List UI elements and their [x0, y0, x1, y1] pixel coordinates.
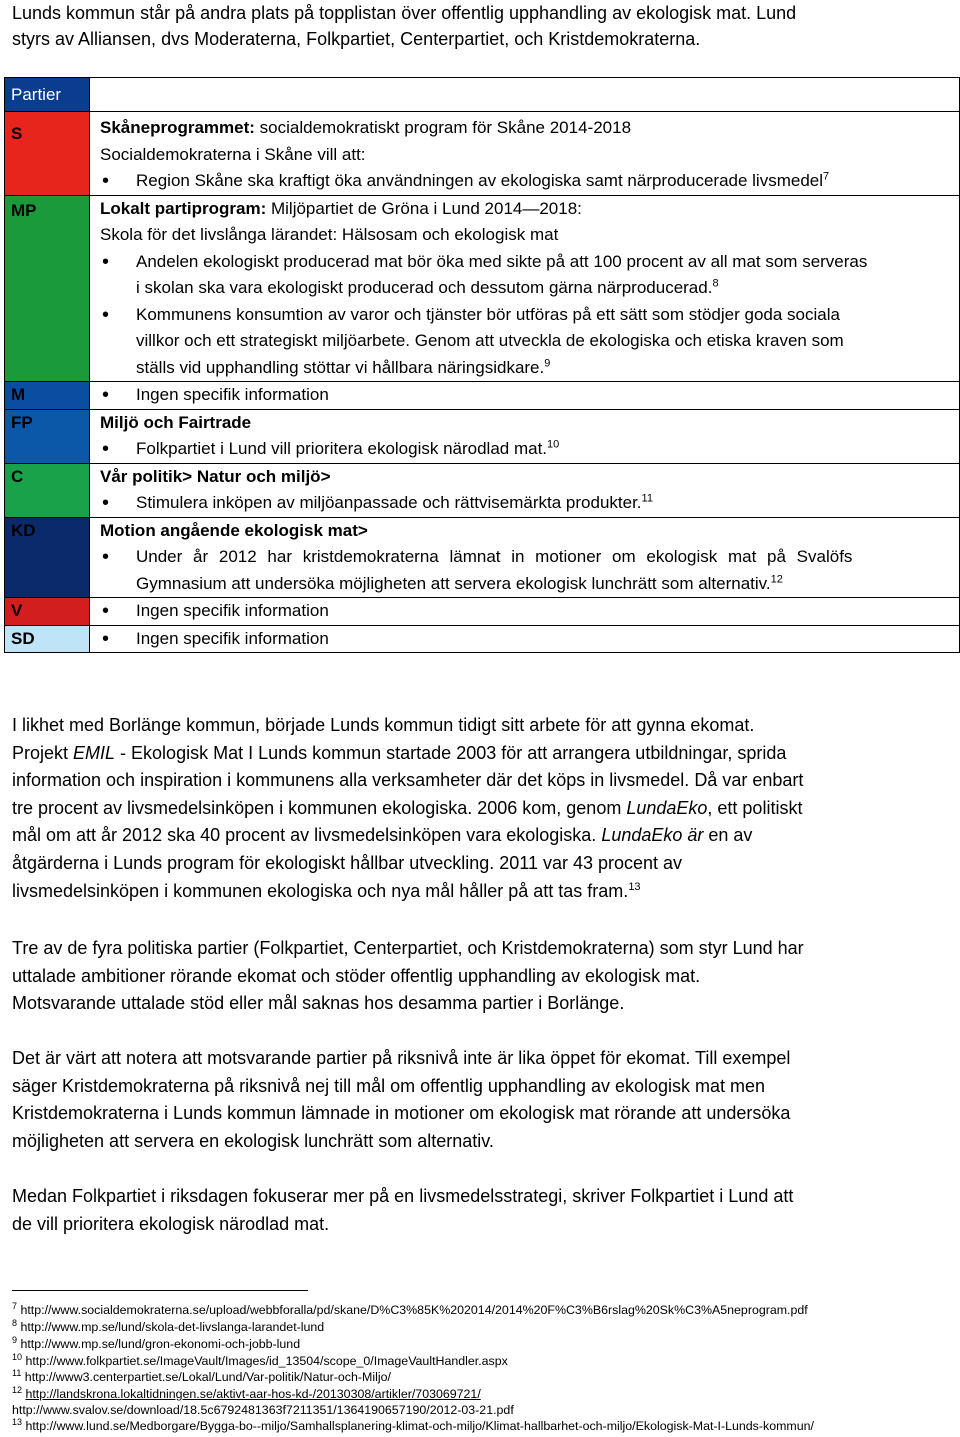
bullet-text — [136, 571, 953, 598]
list-item: • Ingen specifik information — [100, 626, 953, 653]
paragraph-line: möjligheten att servera en ekologisk lunchrätt som alternativ. — [12, 1130, 494, 1151]
party-label-sd: SD — [5, 625, 90, 653]
bullet-text: • Kommunens konsumtion av varor och tjänster bör utföras på ett sätt som stödjer goda sociala — [136, 304, 840, 324]
footnote-number: 7 — [12, 1300, 18, 1311]
party-content-mp — [90, 195, 960, 382]
footnote-number: 8 — [12, 1317, 18, 1328]
footnote-ref: 12 — [770, 572, 783, 585]
text-part: tre procent av livsmedelsinköpen i kommunen ekologiska. 2006 kom, genom — [12, 797, 627, 818]
bullet-text: Stimulera inköpen av miljöanpassade och rättvisemärkta produkter. — [136, 493, 642, 512]
footnote[interactable] — [12, 1336, 960, 1352]
party-content-m — [90, 382, 960, 410]
party-label-mp: MP — [5, 195, 90, 382]
party-row-fp — [5, 409, 960, 463]
footnote-ref: 13 — [628, 880, 641, 893]
program-title: Motion angående ekologisk mat> — [100, 520, 368, 540]
footnote[interactable] — [12, 1418, 960, 1434]
list-item — [100, 249, 953, 302]
footnote-link[interactable]: http://www.folkpartiet.se/ImageVault/Images/id_13504/scope_0/ImageVaultHandler.aspx — [25, 1354, 508, 1368]
footnote[interactable] — [12, 1386, 960, 1402]
party-content-kd — [90, 517, 960, 598]
intro-paragraph — [12, 0, 952, 52]
party-table — [4, 77, 960, 653]
text-italic: LundaEko — [626, 797, 708, 818]
party-content-sd — [90, 625, 960, 653]
program-title — [100, 115, 953, 142]
party-row-c — [5, 463, 960, 517]
list-item: • Ingen specifik information — [100, 598, 953, 625]
party-label-c: C — [5, 463, 90, 517]
paragraph-line — [12, 878, 952, 906]
footnote-link[interactable]: http://www3.centerpartiet.se/Lokal/Lund/Var-politik/Natur-och-Miljo/ — [24, 1370, 391, 1384]
party-content-fp — [90, 409, 960, 463]
bullet-text-part: ställs vid upphandling stöttar vi hållbara näringsidkare. — [136, 357, 545, 377]
party-content-c — [90, 463, 960, 517]
program-title: Miljö och Fairtrade — [100, 412, 252, 432]
list-item — [100, 436, 953, 463]
paragraph-line: uttalade ambitioner rörande ekomat och stöder offentlig upphandling av ekologisk mat. — [12, 965, 701, 986]
list-item — [100, 544, 953, 597]
paragraph-line — [12, 740, 952, 768]
paragraph-parties — [12, 935, 952, 1018]
footnote-divider — [12, 1290, 308, 1291]
paragraph-line: Det är värt att notera att motsvarande partier på riksnivå inte är lika öppet för ekomat. Till exempel — [12, 1048, 791, 1068]
paragraph-line: Kristdemokraterna i Lunds kommun lämnade in motioner om ekologisk mat rörande att undersöka — [12, 1103, 791, 1124]
text-italic: EMIL — [73, 742, 116, 763]
party-label-kd: KD — [5, 517, 90, 598]
program-title: Vår politik> Natur och miljö> — [100, 466, 331, 486]
text-part: - Ekologisk Mat I Lunds kommun startade 2003 för att arrangera utbildningar, sprida — [115, 742, 787, 763]
footnote-number: 11 — [12, 1367, 22, 1378]
footnote-number: 12 — [12, 1384, 23, 1395]
paragraph-line — [12, 795, 952, 823]
footnote-number: 9 — [12, 1334, 18, 1345]
footnote-link[interactable]: http://www.svalov.se/download/18.5c6792481363f7211351/1364190657190/2012-03-21.pdf — [12, 1403, 514, 1417]
footnote-ref: 9 — [544, 356, 551, 369]
footnote-ref: 11 — [641, 492, 653, 505]
party-label-v: V — [5, 598, 90, 626]
footnote-number: 13 — [12, 1416, 23, 1427]
paragraph-lund-history — [12, 712, 952, 905]
bullet-text-part: i skolan ska vara ekologiskt producerad och dessutom gärna närproducerad. — [136, 278, 713, 297]
text-italic: LundaEko är — [601, 825, 704, 846]
table-header-row — [5, 78, 960, 112]
header-empty-cell — [90, 78, 960, 112]
program-title-rest: Miljöpartiet de Gröna i Lund 2014—2018: — [266, 198, 582, 218]
list-item — [100, 490, 953, 517]
footnote-number: 10 — [12, 1351, 23, 1362]
bullet-text: • Andelen ekologiskt producerad mat bör öka med sikte på att 100 procent av all mat som serveras — [136, 251, 868, 271]
footnote-link[interactable]: http://www.mp.se/lund/gron-ekonomi-och-jobb-lund — [20, 1337, 301, 1351]
party-label-fp: FP — [5, 409, 90, 463]
bullet-text — [136, 275, 953, 302]
paragraph-line: de vill prioritera ekologisk närodlad mat. — [12, 1213, 330, 1234]
party-row-s — [5, 112, 960, 196]
party-row-m — [5, 382, 960, 410]
paragraph-line: åtgärderna i Lunds program för ekologiskt hållbar utveckling. 2011 var 43 procent av — [12, 852, 683, 873]
footnote-link[interactable]: http://www.lund.se/Medborgare/Bygga-bo--miljo/Samhallsplanering-klimat-och-miljo/Klimat-hallbarhet-och-miljo/Ekologisk-Mat-I-Lunds-kommun/ — [25, 1419, 814, 1433]
footnote[interactable] — [12, 1319, 960, 1335]
paragraph-line: säger Kristdemokraterna på riksnivå nej till mål om offentlig upphandling av ekologisk mat men — [12, 1075, 766, 1096]
party-content-v — [90, 598, 960, 626]
party-label-m: M — [5, 382, 90, 410]
footnote-link[interactable]: http://www.socialdemokraterna.se/upload/webbforalla/pd/skane/D%C3%85K%202014/2014%20F%C3%B6rslag%20Sk%C3%A5neprogram.pdf — [20, 1303, 808, 1317]
footnote[interactable] — [12, 1369, 960, 1385]
party-row-kd — [5, 517, 960, 598]
footnote-ref: 8 — [712, 277, 719, 290]
text-part: mål om att år 2012 ska 40 procent av livsmedelsinköpen vara ekologiska. — [12, 825, 602, 846]
bullet-text: Folkpartiet i Lund vill prioritera ekologisk närodlad mat. — [136, 439, 548, 458]
program-title-bold: Skåneprogrammet: — [100, 118, 255, 137]
text-part: livsmedelsinköpen i kommunen ekologiska och nya mål håller på att tas fram. — [12, 880, 629, 901]
footnote[interactable] — [12, 1353, 960, 1369]
paragraph-line: Motsvarande uttalade stöd eller mål saknas hos desamma partier i Borlänge. — [12, 993, 625, 1014]
list-item: • Ingen specifik information — [100, 382, 953, 409]
footnote[interactable] — [12, 1402, 960, 1418]
party-label-s: S — [5, 112, 90, 196]
footnote-link[interactable]: http://www.mp.se/lund/skola-det-livslanga-larandet-lund — [20, 1320, 325, 1334]
paragraph-line: I likhet med Borlänge kommun, började Lunds kommun tidigt sitt arbete för att gynna ekomat. — [12, 715, 755, 735]
bullet-text: Region Skåne ska kraftigt öka användningen av ekologiska samt närproducerade livsmedel — [136, 171, 824, 190]
paragraph-line: information och inspiration i kommunens alla verksamheter där det köps in livsmedel. Då var enbart — [12, 770, 804, 791]
paragraph-line: Medan Folkpartiet i riksdagen fokuserar mer på en livsmedelsstrategi, skriver Folkpartiet i Lund att — [12, 1186, 794, 1206]
bullet-text — [136, 355, 953, 382]
intro-line: Lunds kommun står på andra plats på topplistan över offentlig upphandling av ekologisk mat. Lund — [12, 3, 797, 23]
footnote[interactable] — [12, 1302, 960, 1318]
footnote-ref: 10 — [547, 438, 560, 451]
list-item — [100, 302, 953, 382]
party-content-s — [90, 112, 960, 196]
paragraph-national — [12, 1045, 952, 1155]
bullet-text: villkor och ett strategiskt miljöarbete. Genom att utveckla de ekologiska och etiska kraven som — [136, 331, 844, 350]
party-header: Partier — [5, 78, 90, 112]
party-row-mp — [5, 195, 960, 382]
program-sub: Socialdemokraterna i Skåne vill att: — [100, 144, 366, 164]
program-title-rest: socialdemokratiskt program för Skåne 2014-2018 — [254, 118, 632, 137]
party-row-v — [5, 598, 960, 626]
text-part: , ett politiskt — [707, 797, 803, 818]
intro-line: styrs av Alliansen, dvs Moderaterna, Folkpartiet, Centerpartiet, och Kristdemokraterna. — [12, 29, 701, 49]
program-title-bold: Lokalt partiprogram: — [100, 198, 267, 218]
footnote-link[interactable]: http://landskrona.lokaltidningen.se/aktivt-aar-hos-kd-/20130308/artikler/703069721/ — [25, 1387, 481, 1401]
paragraph-line — [12, 822, 952, 850]
text-part: Projekt — [12, 742, 74, 763]
bullet-text: • Under år 2012 har kristdemokraterna lämnat in motioner om ekologisk mat på Svalöfs — [136, 547, 853, 566]
footnote-ref: 7 — [823, 170, 830, 183]
paragraph-line: Tre av de fyra politiska partier (Folkpartiet, Centerpartiet, och Kristdemokraterna) som styr Lund har — [12, 938, 804, 958]
program-sub: Skola för det livslånga lärandet: Hälsosam och ekologisk mat — [100, 225, 559, 244]
program-title — [100, 196, 953, 223]
paragraph-folkpartiet — [12, 1183, 952, 1238]
list-item — [100, 168, 953, 195]
bullet-text-part: Gymnasium att undersöka möjligheten att servera ekologisk lunchrätt som alternativ. — [136, 573, 771, 593]
party-row-sd — [5, 625, 960, 653]
text-part: en av — [703, 825, 753, 846]
